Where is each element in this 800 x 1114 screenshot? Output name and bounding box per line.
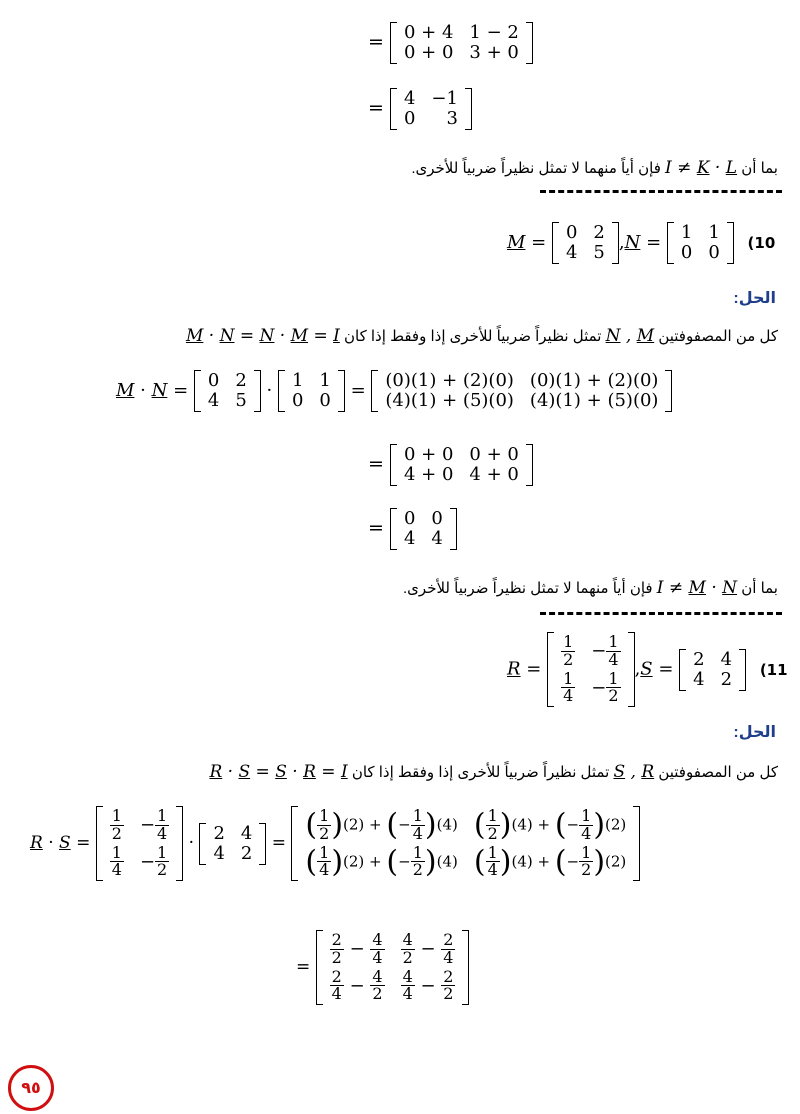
page-number-badge: ٩٥ bbox=[8, 1065, 54, 1111]
solution-heading-1: الحل: bbox=[733, 290, 776, 307]
kl-step1: = 0 + 4 1 − 2 0 + 0 3 + 0 bbox=[368, 22, 533, 64]
mn-product: M · N = 0 2 4 5 · 1 1 0 0 = (0)(1) + (2)(0) (0)(1) + (2)(0) (4)(1) + (5)(0) (4)(1) + (5)(0) bbox=[116, 370, 672, 412]
since-mn-line: بما أن I ≠ M · N فإن أياً منهما لا تمثل نظيراً ضربياً للأخرى. bbox=[403, 578, 778, 598]
separator-2 bbox=[540, 612, 782, 615]
q11-statement: R = $\frac{1}{2}$ − $\frac{1}{4}$ $\frac{1}{4}$ − $\frac{1}{2}$ ,S = 2 4 4 2 (11 bbox=[507, 632, 788, 706]
q11-number: (11 bbox=[759, 660, 788, 679]
q10-number: (10 bbox=[747, 234, 776, 252]
rs-product: R · S = $\frac{1}{2}$ − $\frac{1}{4}$ $\frac{1}{4}$ − $\frac{1}{2}$ · 2 4 4 2 = ( $\frac{1}{2}$ )(2) + (− $\frac{1}{4}$ )(4) ( $\frac{1}{2}$ )(4) + (− $\frac{1}{4}$ )(2) ( $\frac{1}{4}$ )(2) + (− $\frac{1}{2}$ )(4) ( $\frac{1}{4}$ )(4) + (− $\frac{1}{2}$ )(2) bbox=[30, 806, 640, 881]
kl-result: = 4 −1 0 3 bbox=[368, 88, 472, 130]
since-kl-line: بما أن I ≠ K · L فإن أياً منهما لا تمثل نظيراً ضربياً للأخرى. bbox=[411, 158, 778, 178]
mn-condition-line: كل من المصفوفتين N , M تمثل نظيراً ضربياً للأخرى إذا وفقط إذا كان M · N = N · M = I bbox=[185, 326, 778, 346]
rs-step: = $\frac{2}{2}$ − $\frac{4}{4}$ $\frac{4}{2}$ − $\frac{2}{4}$ $\frac{2}{4}$ − $\frac{4}{2}$ $\frac{4}{4}$ − $\frac{2}{2}$ bbox=[296, 930, 469, 1005]
mn-result: = 0 0 4 4 bbox=[368, 508, 457, 550]
solution-heading-2: الحل: bbox=[733, 724, 776, 741]
rs-condition-line: كل من المصفوفتين S , R تمثل نظيراً ضربياً للأخرى إذا وفقط إذا كان R · S = S · R = I bbox=[209, 762, 778, 782]
separator-1 bbox=[540, 190, 782, 193]
q10-statement: M = 0 2 4 5 ,N = 1 1 0 0 (10 bbox=[507, 222, 776, 263]
mn-step: = 0 + 0 0 + 0 4 + 0 4 + 0 bbox=[368, 444, 533, 486]
